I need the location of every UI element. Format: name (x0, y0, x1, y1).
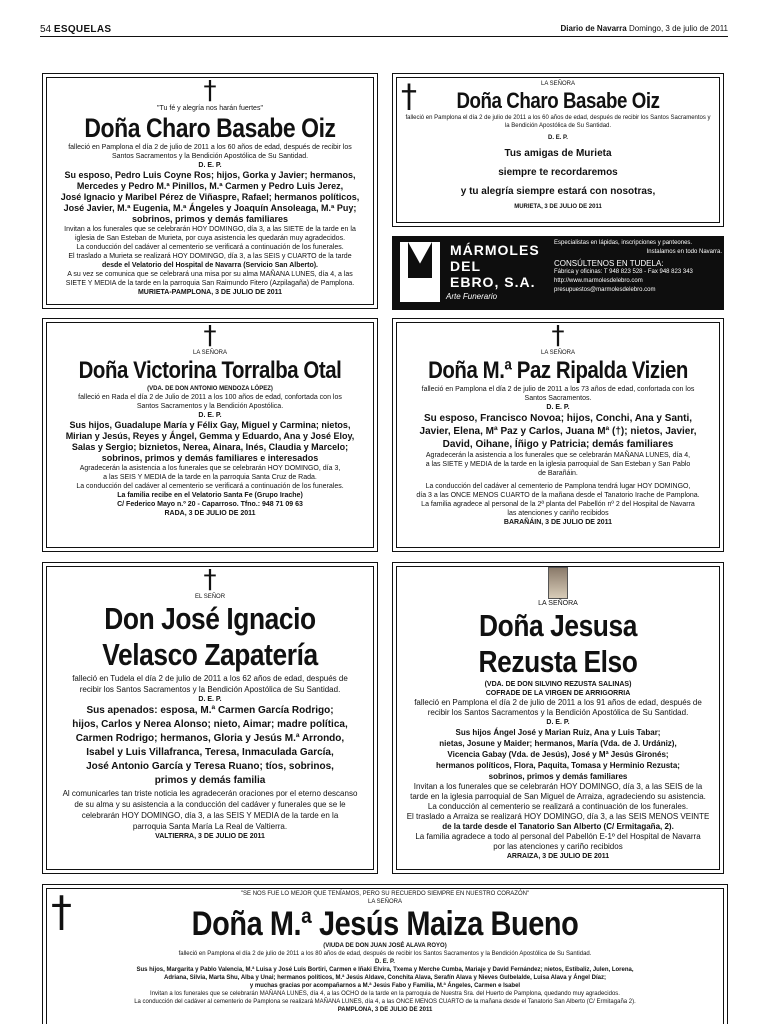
ad-heading: CONSÚLTENOS EN TUDELA: (554, 259, 664, 268)
section-title: ESQUELAS (53, 24, 112, 35)
family-line: Sus hijos, Guadalupe María y Félix Gay, Miguel y Carmina; nietos, (69, 420, 351, 430)
brand-logo-icon (400, 242, 440, 302)
info-line: tarde en la iglesia parroquial de San Miguel de Arraiza, agradeciendo su asistencia. (410, 792, 706, 801)
family-line: Vicencia Gabay (Vda. de Jesús), José y Mª Jesús Gironés; (447, 750, 669, 759)
dep: D. E. P. (548, 135, 568, 141)
place-date: BARAÑÁIN, 3 DE JULIO DE 2011 (503, 519, 613, 526)
deceased-name: Rezusta Elso (478, 644, 638, 679)
family-line: Isabel y Luis Villafranca, Teresa, Inmaculada García, (86, 747, 334, 758)
deceased-name: Doña M.ª Paz Ripalda Vizien (428, 357, 688, 384)
family-line: sobrinos, primos y demás familiares (131, 214, 289, 224)
ad-contact: Fábrica y oficinas: T 948 823 528 - Fax 948 823 343 (554, 269, 693, 275)
info-line: las atenciones y cariño recibidos (507, 510, 609, 517)
brand-name: MÁRMOLES (450, 242, 540, 258)
death-line-2: recibir los Santos Sacramentos y la Bendición Apostólica de Su Santidad. (79, 685, 341, 694)
place-date: MURIETA, 3 DE JULIO DE 2011 (514, 204, 602, 210)
family-line: primos y demás familia (154, 775, 266, 786)
family-line: Carmen Rodrigo; hermanos, Gloria y Jesús M.ª Arrondo, (75, 733, 345, 744)
brand-name: DEL (450, 258, 481, 274)
death-line: falleció en Pamplona el día 2 de julio de 2011 a los 91 años de edad, después de (414, 698, 702, 707)
obituary-torralba (42, 318, 378, 552)
tribute-line: siempre te recordaremos (498, 167, 618, 178)
info-line: iglesia de San Esteban de Murieta, por cuya asistencia les quedarán muy agradecidos. (74, 235, 346, 242)
issue-date: Domingo, 3 de julio de 2011 (628, 24, 728, 33)
death-line-2: Santos Sacramentos. (524, 395, 592, 402)
place-date: MURIETA-PAMPLONA, 3 DE JULIO DE 2011 (137, 289, 283, 296)
ad-line: Instalamos en todo Navarra. (646, 249, 722, 255)
honorific: LA SEÑORA (538, 600, 578, 607)
dep: D. E. P. (375, 959, 395, 965)
info-line: de Barañáin. (538, 470, 578, 477)
death-line: falleció en Tudela el día 2 de julio de 2011 a los 62 años de edad, después de (72, 674, 348, 683)
ad-website: http://www.marmolesdelebro.com (554, 278, 643, 284)
info-line: La conducción del cadáver al cementerio se verificará a continuación de los funerales. (76, 244, 344, 251)
family-line: sobrinos, primos y demás familiares e interesados (101, 453, 319, 463)
honorific: LA SEÑORA (367, 899, 402, 905)
info-line: La conducción del cadáver al cementerio de Pamplona se realizará MAÑANA LUNES, día 4, a las ONCE MENOS CUARTO de la mañana desde el Tanatorio San Alberto (C/ Ermitagaña 2). (134, 999, 636, 1005)
page-dateline (560, 24, 728, 33)
death-line: falleció en Rada el día 2 de Julio de 2011 a los 100 años de edad, confortada con los (78, 394, 342, 401)
widow-of: (VDA. DE DON SILVINO REZUSTA SALINAS) (484, 681, 632, 688)
dep: D. E. P. (198, 696, 222, 703)
cross-icon: † (401, 77, 417, 115)
death-line: falleció en Pamplona el día 2 de julio de 2011 a los 60 años de edad, después de recibir los Santos Sacramentos y (405, 115, 711, 121)
dep: D. E. P. (546, 404, 570, 411)
quote: "Tu fé y alegría nos harán fuertes" (157, 105, 263, 112)
family-line: David, Oihane, Íñigo y Patricia; demás familiares (442, 439, 674, 450)
info-line: La familia agradece al personal de la 2ª planta del Pabellón nº 2 del Hospital de Navarra (421, 501, 695, 508)
cross-icon: † (203, 565, 217, 595)
family-line: nietas, Josune y Maider; hermanos, María (Vda. de J. Urdániz), (439, 739, 677, 748)
family-line: Sus hijos, Margarita y Pablo Valencia, M.ª Luisa y José Luis Bortiri, Carmen e Iñaki Elvira, Txema y Merche Cumba, Mariaje y David Fernández; nietos, Estibaliz, Julen, Lorena, (136, 967, 634, 973)
info-line: Invitan a los funerales que se celebrarán HOY DOMINGO, día 3, a las SEIS de la (413, 782, 703, 791)
family-line: Su esposo, Francisco Novoa; hijos, Conchi, Ana y Santi, (423, 413, 692, 424)
info-line: La familia recibe en el Velatorio Santa Fe (Grupo Irache) (117, 492, 303, 499)
death-line-2: la Bendición Apostólica de Su Santidad. (504, 123, 612, 129)
info-line: La familia agradece a todo al personal del Pabellón E-1º del Hospital de Navarra (415, 832, 701, 841)
family-line: Adriana, Silvia, Marta Shu, Alba y Unai; hermanos políticos, M.ª Jesús Aldave, Conchita Alava, Serafín Alava y Nieves Gulbelalde, Luisa Alava y Ángel Díaz; (164, 975, 606, 981)
dep: D. E. P. (198, 412, 222, 419)
info-line: parroquia Santa María La Real de Valtierra. (132, 822, 288, 831)
cross-icon: † (203, 321, 217, 351)
deceased-name: Doña Victorina Torralba Otal (78, 357, 342, 384)
tribute-line: Tus amigas de Murieta (504, 148, 612, 159)
family-line: Salas y Sergio; biznietos, Nerea, Ainara, Inés, Claudia y Marcelo; (71, 442, 349, 452)
place-date: PAMPLONA, 3 DE JULIO DE 2011 (337, 1007, 433, 1013)
brand-tagline: Arte Funerario (446, 292, 498, 301)
honorific: EL SEÑOR (194, 594, 226, 600)
obituary-basabe-friends (392, 73, 724, 227)
info-line: de su alma y su asistencia a la conducción del cadáver y funerales que se le (74, 800, 346, 809)
family-line: Su esposo, Pedro Luis Coyne Ros; hijos, Gorka y Javier; hermanos, (64, 170, 356, 180)
info-line: SIETE Y MEDIA de la tarde en la parroquia San Raimundo Fitero (Azpilagaña) de Pamplona. (65, 280, 355, 287)
widow-of: (VIUDA DE DON JUAN JOSÉ ALAVA ROYO) (323, 943, 447, 949)
info-line: desde el Velatorio del Hospital de Navarra (Servicio San Alberto). (101, 262, 319, 269)
obituary-basabe-family (42, 73, 378, 309)
cross-icon: † (51, 887, 72, 936)
family-line: José Ignacio y Maribel Pérez de Viñaspre, Rafael; hermanos políticos, (60, 192, 360, 202)
family-line: hermanos políticos, Flora, Paquita, Tomasa y Herminio Rezusta; (436, 761, 680, 770)
page-number: 54 (40, 24, 52, 35)
deceased-name: Doña M.ª Jesús Maiza Bueno (191, 905, 579, 943)
cofrade: COFRADE DE LA VIRGEN DE ARRIGORRIA (485, 690, 631, 697)
death-line-2: Santos Sacramentos y la Bendición Apostólica. (136, 403, 284, 410)
info-line: día 3 a las ONCE MENOS CUARTO de la mañana desde el Tanatorio Irache de Pamplona. (416, 492, 700, 499)
family-line: y muchas gracias por acompañarnos a M.ª Jesús Fabo y Familia, M.ª Ángeles, Carmen e Isabel (249, 983, 521, 989)
dep: D. E. P. (198, 162, 222, 169)
obituary-maiza (42, 884, 728, 1024)
obituary-rezusta (392, 562, 724, 874)
info-line: Al comunicarles tan triste noticia les agradecerán oraciones por el eterno descanso (62, 789, 358, 798)
cross-icon: † (203, 76, 217, 106)
tribute-line: y tu alegría siempre estará con nosotras, (460, 186, 656, 197)
death-line: falleció en Pamplona el día 2 de julio de 2011 a los 73 años de edad, confortada con los (421, 386, 695, 393)
info-line: La conducción al cementerio se realizará a continuación de los funerales. (427, 802, 689, 811)
info-line: A su vez se comunica que se celebrará una misa por su alma MAÑANA LUNES, día 4, a las (67, 271, 353, 278)
info-line: Agradecerán la asistencia a los funerales que se celebrarán HOY DOMINGO, día 3, (79, 465, 341, 472)
family-line: Sus hijos Ángel José y Marian Ruiz, Ana y Luis Tabar; (455, 728, 661, 737)
info-line: Invitan a los funerales que se celebrarán MAÑANA LUNES, día 4, a las OCHO de la tarde en la parroquia de Nuestra Sra. del Huerto de Pamplona, quedando muy agradecidos. (150, 991, 620, 997)
honorific: LA SEÑORA (540, 350, 575, 356)
info-line: El traslado a Murieta se realizará HOY DOMINGO, día 3, a las SEIS y CUARTO de la tarde (68, 253, 352, 260)
family-line: José Antonio García y Teresa Ruano; tíos, sobrinos, (86, 761, 334, 772)
death-line: falleció en Pamplona el día 2 de julio de 2011 a los 80 años de edad, después de recibir los Santos Sacramentos y la Bendición Apostólica de Su Santidad. (178, 951, 592, 957)
family-line: sobrinos, primos y demás familiares (488, 772, 628, 781)
death-line: falleció en Pamplona el día 2 de julio de 2011 a los 60 años de edad, después de recibir los (68, 144, 352, 151)
family-line: Javier, Elena, Mª Paz y Carlos, Juana Mª (†); nietos, Javier, (419, 426, 697, 437)
quote: "SE NOS FUE LO MEJOR QUE TENÍAMOS, PERO SU RECUERDO SIEMPRE EN NUESTRO CORAZÓN" (240, 891, 530, 897)
info-line: La conducción del cadáver al cementerio de Pamplona tendrá lugar HOY DOMINGO, (425, 483, 691, 490)
info-line: El traslado a Arraiza se realizará HOY DOMINGO, día 3, a las SEIS MENOS VEINTE (406, 812, 710, 821)
info-line: por las atenciones y cariño recibidos (493, 842, 623, 851)
info-line: celebrarán HOY DOMINGO, día 3, a las SEIS Y MEDIA de la tarde en la (81, 811, 339, 820)
family-line: Sus apenados: esposa, M.ª Carmen García Rodrigo; (86, 705, 334, 716)
page-section (40, 24, 111, 35)
honorific: LA SEÑORA (192, 350, 227, 356)
ad-email: presupuestos@marmolesdelebro.com (554, 287, 656, 293)
info-line: a las SIETE y MEDIA de la tarde en la iglesia parroquial de San Esteban y San Pablo (425, 461, 691, 468)
ad-line: Especialistas en lápidas, inscripciones y panteones. (554, 240, 693, 246)
deceased-name: Doña Jesusa (479, 608, 637, 643)
deceased-name: Don José Ignacio (104, 601, 316, 636)
info-line: C/ Federico Mayo n.º 20 - Caparroso. Tfno.: 948 71 09 63 (117, 501, 303, 508)
place-date: RADA, 3 DE JULIO DE 2011 (164, 510, 256, 517)
place-date: VALTIERRA, 3 DE JULIO DE 2011 (155, 833, 265, 840)
deceased-name: Doña Charo Basabe Oiz (84, 113, 336, 143)
virgin-image-icon (548, 567, 568, 599)
info-line: Invitan a los funerales que se celebrarán HOY DOMINGO, día 3, a las SIETE de la tarde en la (64, 226, 356, 233)
obituary-ripalda (392, 318, 724, 552)
brand-name: EBRO, S.A. (450, 274, 536, 290)
advertisement-marmoles (392, 236, 724, 310)
honorific: LA SEÑORA (540, 81, 575, 87)
family-line: José Javier, M.ª Eugenia, M.ª Ángeles y Joaquín Ansoleaga, M.ª Puy; (63, 203, 357, 213)
death-line-2: recibir los Santos Sacramentos y la Bendición Apostólica de Su Santidad. (427, 708, 689, 717)
family-line: Mercedes y Pedro M.ª Pinillos, M.ª Carmen y Pedro Luis Jerez, (76, 181, 344, 191)
cross-icon: † (551, 321, 565, 351)
info-line: a las SEIS Y MEDIA de la tarde en la parroquia Santa Cruz de Rada. (103, 474, 317, 481)
family-line: Mirian y Jesús, Reyes y Ángel, Gemma y Eduardo, Ana y José Eloy, (65, 431, 355, 441)
newspaper-name: Diario de Navarra (560, 24, 627, 33)
widow-of: (VDA. DE DON ANTONIO MENDOZA LÓPEZ) (147, 386, 273, 392)
info-line: La conducción del cadáver al cementerio se verificará a continuación de los funerales. (76, 483, 344, 490)
deceased-name: Doña Charo Basabe Oiz (456, 88, 660, 113)
obituary-velasco (42, 562, 378, 874)
info-line: Agradecerán la asistencia a los funerales que se celebrarán MAÑANA LUNES, día 4, (425, 452, 691, 459)
dep: D. E. P. (546, 719, 570, 726)
place-date: ARRAIZA, 3 DE JULIO DE 2011 (506, 853, 610, 860)
info-line: de la tarde desde el Tanatorio San Alberto (C/ Ermitagaña, 2). (442, 822, 674, 831)
deceased-name: Velasco Zapatería (102, 637, 318, 672)
page-header (40, 22, 728, 37)
family-line: hijos, Carlos y Nerea Alonso; nieto, Aimar; madre política, (72, 719, 348, 730)
death-line-2: Santos Sacramentos y la Bendición Apostólica de Su Santidad. (111, 153, 309, 160)
